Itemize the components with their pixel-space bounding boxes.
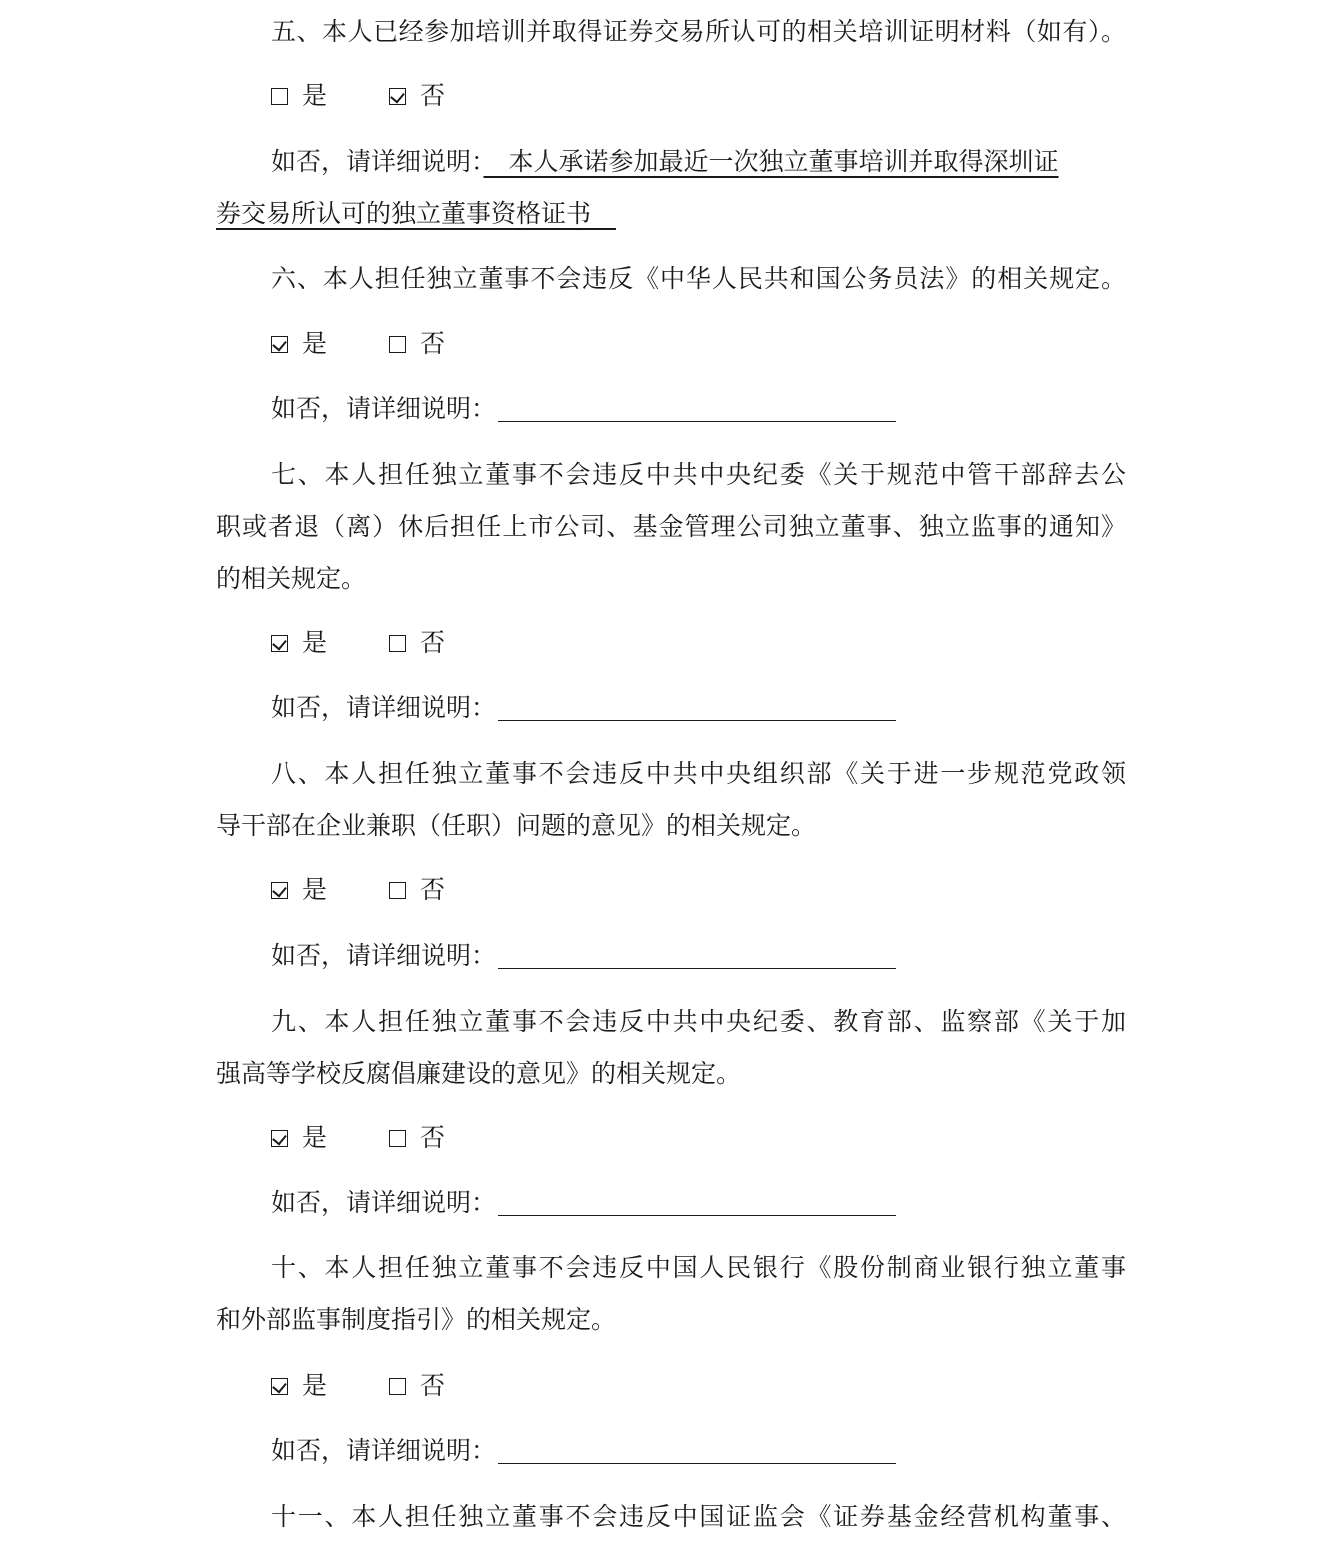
section-10-line-1: 十、本人担任独立董事不会违反中国人民银行《股份制商业银行独立董事 (271, 1253, 1126, 1282)
no-label: 否 (420, 1123, 446, 1152)
section-5-no-option[interactable] (389, 78, 445, 114)
section-7-yes-checkbox[interactable] (271, 635, 288, 652)
section-8-yes-option[interactable] (271, 872, 327, 908)
section-8-line-2: 导干部在企业兼职（任职）问题的意见》的相关规定。 (216, 811, 817, 840)
section-6-no-option[interactable] (389, 326, 445, 362)
section-9-line-2: 强高等学校反腐倡廉建设的意见》的相关规定。 (216, 1059, 742, 1088)
section-6-yes-option[interactable] (271, 326, 327, 362)
section-9-yes-option[interactable] (271, 1120, 327, 1156)
section-5-explanation-line-2[interactable]: 券交易所认可的独立董事资格证书 (216, 199, 592, 228)
section-6-explain-row (271, 391, 1126, 427)
yes-label: 是 (302, 875, 328, 904)
section-7-explanation-blank[interactable] (498, 690, 896, 721)
section-8-explain-row (271, 938, 1126, 974)
section-10-explanation-blank[interactable] (498, 1433, 896, 1464)
yes-label: 是 (302, 1123, 328, 1152)
yes-label: 是 (302, 329, 328, 358)
section-6-yes-checkbox[interactable] (271, 336, 288, 353)
section-11-line-1: 十一、本人担任独立董事不会违反中国证监会《证券基金经营机构董事、 (271, 1502, 1126, 1531)
section-6-no-checkbox[interactable] (389, 336, 406, 353)
section-9-explanation-blank[interactable] (498, 1185, 896, 1216)
section-5-yes-option[interactable] (271, 78, 327, 114)
explain-prompt: 如否，请详细说明： (271, 941, 497, 970)
section-7-line-3: 的相关规定。 (216, 564, 367, 593)
section-10-no-checkbox[interactable] (389, 1378, 406, 1395)
section-5-line-1: 五、本人已经参加培训并取得证券交易所认可的相关培训证明材料（如有）。 (271, 17, 1126, 46)
section-7-explain-row (271, 690, 1126, 726)
section-8-line-1: 八、本人担任独立董事不会违反中共中央组织部《关于进一步规范党政领 (271, 759, 1126, 788)
section-10-yes-checkbox[interactable] (271, 1378, 288, 1395)
section-10-no-option[interactable] (389, 1368, 445, 1404)
no-label: 否 (420, 1371, 446, 1400)
section-10-explain-row (271, 1433, 1126, 1469)
section-7-line-2: 职或者退（离）休后担任上市公司、基金管理公司独立董事、独立监事的通知》 (216, 512, 1126, 541)
no-label: 否 (420, 329, 446, 358)
section-7-yes-option[interactable] (271, 625, 327, 661)
yes-label: 是 (302, 81, 328, 110)
section-8-explanation-blank[interactable] (498, 938, 896, 969)
section-9-line-1: 九、本人担任独立董事不会违反中共中央纪委、教育部、监察部《关于加 (271, 1007, 1126, 1036)
yes-label: 是 (302, 628, 328, 657)
section-6-line-1: 六、本人担任独立董事不会违反《中华人民共和国公务员法》的相关规定。 (271, 264, 1126, 293)
section-7-line-1: 七、本人担任独立董事不会违反中共中央纪委《关于规范中管干部辞去公 (271, 460, 1126, 489)
explain-prompt: 如否，请详细说明： (271, 394, 497, 423)
no-label: 否 (420, 628, 446, 657)
explain-prompt: 如否，请详细说明： (271, 147, 484, 176)
section-10-line-2: 和外部监事制度指引》的相关规定。 (216, 1305, 617, 1334)
section-8-yes-checkbox[interactable] (271, 882, 288, 899)
no-label: 否 (420, 81, 446, 110)
section-8-no-checkbox[interactable] (389, 882, 406, 899)
section-7-no-checkbox[interactable] (389, 635, 406, 652)
section-8-no-option[interactable] (389, 872, 445, 908)
explain-prompt: 如否，请详细说明： (271, 1436, 497, 1465)
section-9-no-checkbox[interactable] (389, 1130, 406, 1147)
section-5-explain-continued (216, 196, 1126, 232)
section-9-yes-checkbox[interactable] (271, 1130, 288, 1147)
section-9-explain-row (271, 1185, 1126, 1221)
section-5-yes-checkbox[interactable] (271, 88, 288, 105)
explain-prompt: 如否，请详细说明： (271, 1188, 497, 1217)
no-label: 否 (420, 875, 446, 904)
section-10-yes-option[interactable] (271, 1368, 327, 1404)
section-5-no-checkbox[interactable] (389, 88, 406, 105)
yes-label: 是 (302, 1371, 328, 1400)
section-9-no-option[interactable] (389, 1120, 445, 1156)
section-6-explanation-blank[interactable] (498, 391, 896, 422)
section-5-explanation-line-1[interactable]: 本人承诺参加最近一次独立董事培训并取得深圳证 (508, 147, 1059, 176)
explain-prompt: 如否，请详细说明： (271, 693, 497, 722)
section-7-no-option[interactable] (389, 625, 445, 661)
section-5-explain-row (271, 144, 1126, 180)
